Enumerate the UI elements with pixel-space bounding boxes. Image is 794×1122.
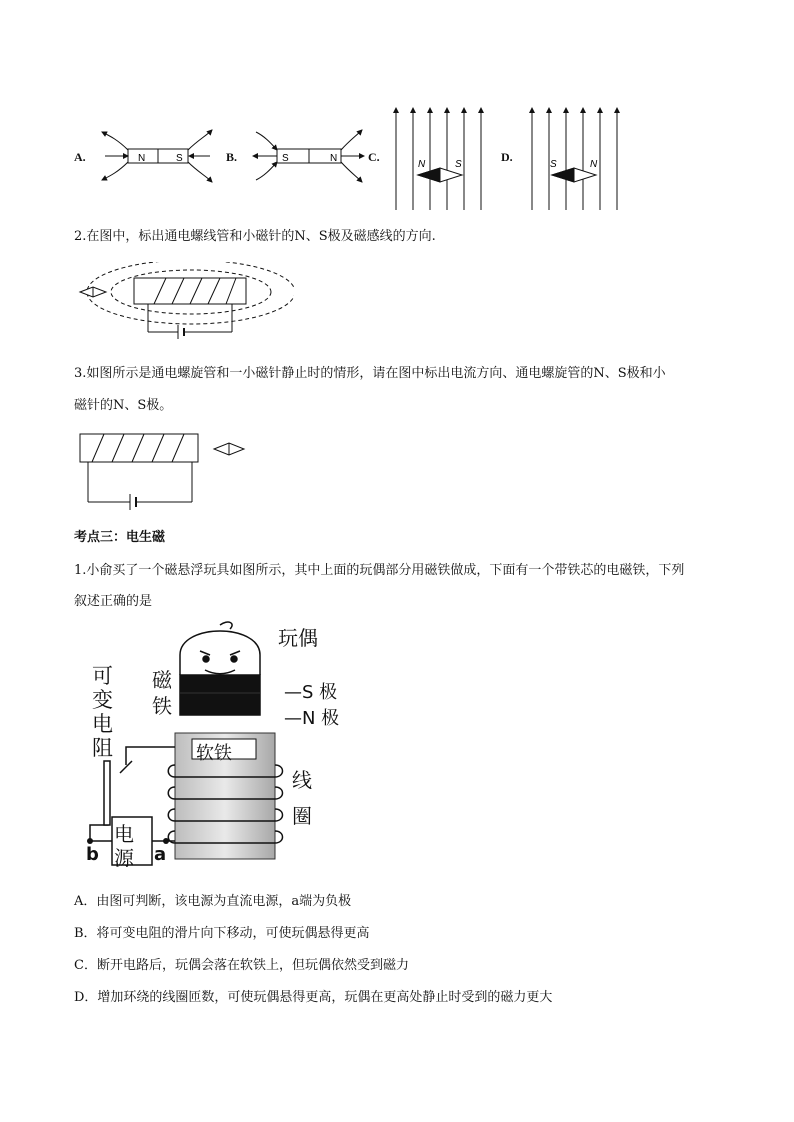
option-c-s: S <box>455 159 462 170</box>
label-soft-iron: 软铁 <box>196 743 232 764</box>
option-b-label: B. <box>226 150 238 164</box>
doll <box>180 622 260 715</box>
option-a-label: A. <box>74 150 86 164</box>
answer-d: D．增加环绕的线圈匝数，可使玩偶悬得更高，玩偶在更高处静止时受到的磁力更大 <box>74 990 553 1005</box>
option-a-magnet <box>102 130 212 182</box>
label-var-res-2: 变 <box>92 688 113 712</box>
option-c-label: C. <box>368 150 380 164</box>
label-end-b: b <box>86 844 99 865</box>
label-var-res-3: 电 <box>92 712 113 736</box>
label-power-2: 源 <box>114 846 134 870</box>
option-a-n: N <box>138 153 146 164</box>
option-b-magnet <box>253 130 364 182</box>
question-4-line2: 叙述正确的是 <box>74 594 153 609</box>
question-3-line2: 磁针的N、S极。 <box>74 398 173 413</box>
option-b-n: N <box>330 153 338 164</box>
label-magnet-2: 铁 <box>152 694 172 718</box>
label-power-1: 电 <box>114 822 134 846</box>
answer-b: B．将可变电阻的滑片向下移动，可使玩偶悬得更高 <box>74 926 370 941</box>
section-title: 考点三：电生磁 <box>74 530 166 545</box>
label-end-a: a <box>154 844 167 865</box>
label-s-pole: —S 极 <box>284 682 338 703</box>
label-coil-2: 圈 <box>292 804 312 828</box>
question-3-line1: 3.如图所示是通电螺旋管和一小磁针静止时的情形，请在图中标出电流方向、通电螺旋管的N、S极和小 <box>74 366 666 381</box>
question-4-line1: 1.小俞买了一个磁悬浮玩具如图所示，其中上面的玩偶部分用磁铁做成，下面有一个带铁芯的电磁铁，下列 <box>74 563 685 578</box>
question-2: 2.在图中，标出通电螺线管和小磁针的N、S极及磁感线的方向. <box>74 229 436 244</box>
option-c-n: N <box>418 159 426 170</box>
label-coil-1: 线 <box>292 768 312 792</box>
q3-solenoid-figure <box>74 424 264 514</box>
answer-c: C．断开电路后，玩偶会落在软铁上，但玩偶依然受到磁力 <box>74 958 409 973</box>
option-d-field <box>532 108 617 210</box>
label-var-res-1: 可 <box>92 664 113 688</box>
answer-a: A．由图可判断，该电源为直流电源，a端为负极 <box>74 894 352 909</box>
label-doll: 玩偶 <box>278 626 318 650</box>
option-d-label: D. <box>501 150 513 164</box>
option-a-s: S <box>176 153 183 164</box>
q2-solenoid-figure <box>74 262 294 342</box>
option-b-s: S <box>282 153 289 164</box>
label-n-pole: —N 极 <box>284 708 340 729</box>
q1-options-figure <box>0 100 794 220</box>
label-magnet-1: 磁 <box>152 668 172 692</box>
option-c-field <box>396 108 481 210</box>
label-var-res-4: 阻 <box>92 736 113 760</box>
option-d-s: S <box>550 159 557 170</box>
option-d-n: N <box>590 159 598 170</box>
